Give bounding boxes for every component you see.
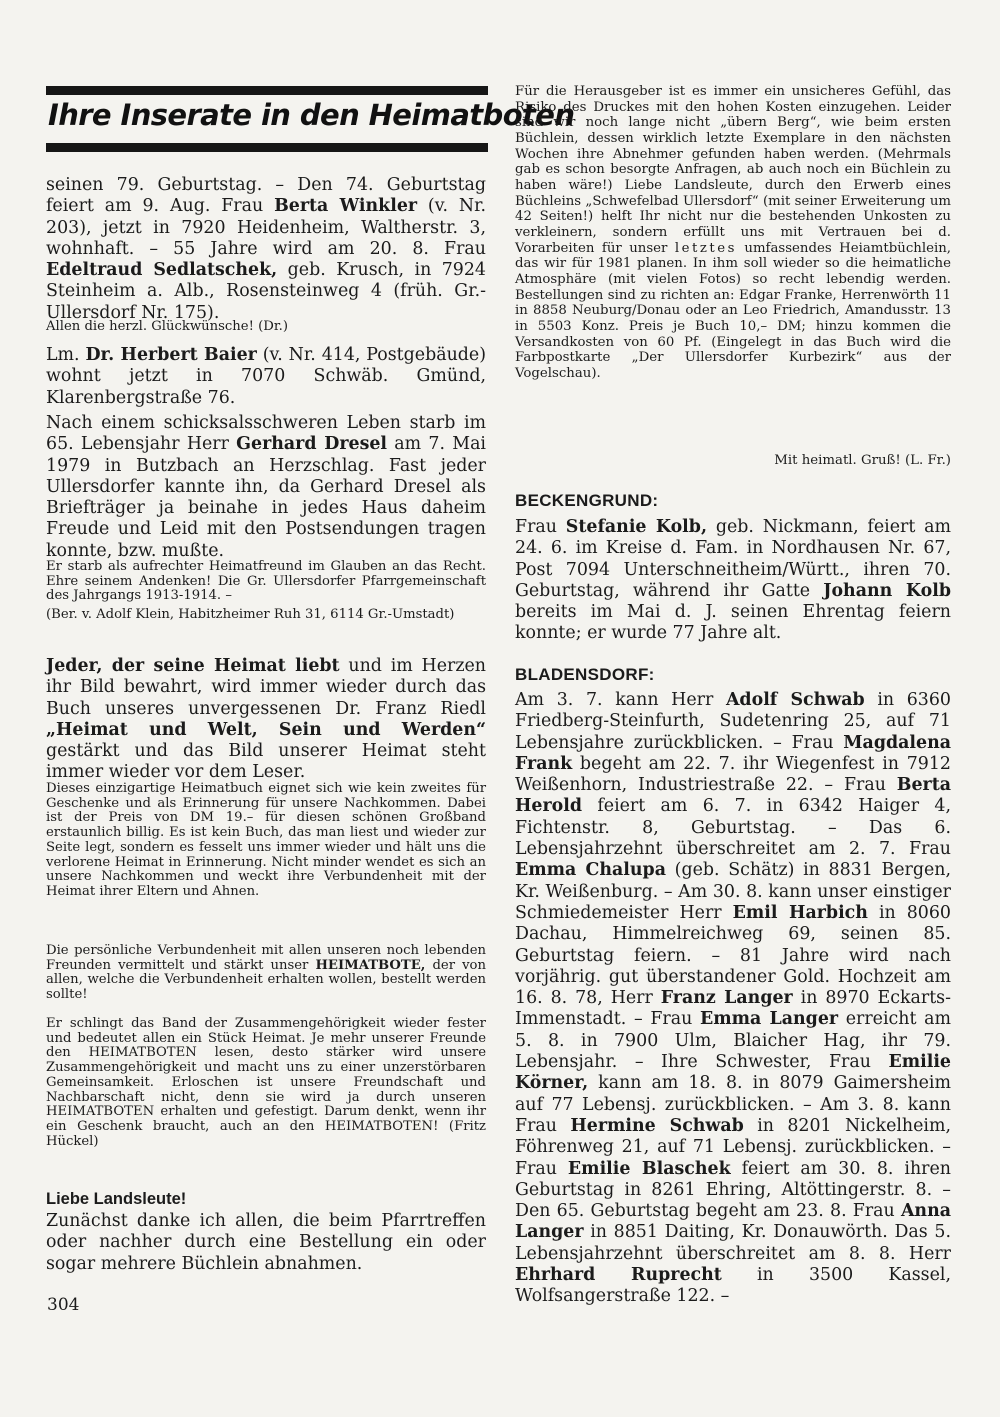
text: Lm. (46, 345, 86, 365)
text: Für die Herausgeber ist es immer ein unsicheres Gefühl, das Risiko des Druckes mit den hohen Kosten einzugehen. Leider sind wir noch lange nicht „übern Berg“, wie beim ersten Büchlein, dessen wirklich letzte Exemplare in den nächsten Wochen ihre Abnehmer gefunden haben werden. (Mehrmals gab es schon besorgte Anfragen, ab auch noch ein Büchlein zu haben wäre!) Liebe Landsleute, durch den Erwerb eines Büchleins „Schwefelbad Ullersdorf“ (mit seiner Erweiterung um 42 Seiten!) helft Ihr nicht nur die bestehenden Unkosten zu verkleinern, sondern erfüllt uns mit Vertrauen bei d. Vorarbeiten für unser (515, 84, 951, 256)
section-heading-beckengrund: BECKENGRUND: (515, 491, 659, 510)
text: Nach einem schicksalsschweren Leben starb im 65. Lebensjahr Herr (46, 413, 486, 455)
person-name: Emma Chalupa (515, 860, 666, 881)
paragraph-address-change (46, 345, 486, 409)
text: der von allen, welche die Verbundenheit erhalten wollen, bestellt werden sollte! (46, 957, 486, 1003)
heimatbote-promo (46, 944, 486, 1003)
person-name: Emilie Körner, (515, 1052, 951, 1094)
publisher-note (515, 84, 951, 381)
text: Am 3. 7. kann Herr (515, 690, 726, 710)
paragraph-obituary (46, 413, 486, 562)
heimatbuch-description: Dieses einzigartige Heimatbuch eignet sich wie kein zweites für Geschenke und als Erinnerung für unsere Nachkommen. Dabei ist der Preis von DM 19.– für diesen schönen Großband erstaunlich billig. Es ist kein Buch, das man liest und wieder zur Seite legt, sondern es fesselt uns immer wieder und hält uns die verlorene Heimat in Erinnerung. Nicht minder wendet es sich an unsere Nachkommen und weckt ihre Verbundenheit mit der Heimat ihrer Eltern und Ahnen. (46, 781, 486, 899)
text: in 6360 Friedberg-Steinfurth, Sudetenring 25, auf 71 Lebensjahre zurückblicken. – Frau (515, 690, 951, 753)
person-name: Adolf Schwab (725, 690, 865, 710)
paragraph-birthdays (46, 175, 486, 324)
text: (geb. Schätz) in 8831 Bergen, Kr. Weißenburg. – Am 30. 8. kann unser einstiger Schmiedemeister Herr (515, 860, 952, 923)
text: in 8060 Dachau, Himmelreichweg 69, seinen 85. Geburtstag feiern. – 81 Jahre wird nach vorjährig. gut überstandener Gold. Hochzeit am 16. 8. 78, Herr (515, 902, 951, 1009)
obituary-credit: (Ber. v. Adolf Klein, Habitzheimer Ruh 31, 6114 Gr.-Umstadt) (46, 607, 455, 622)
text: gestärkt und das Bild unserer Heimat steht immer wieder vor dem Leser. (46, 741, 486, 783)
book-title: „Heimat und Welt, Sein und Werden“ (46, 719, 486, 740)
paragraph-thanks: Zunächst danke ich allen, die beim Pfarrtreffen oder nachher durch eine Bestellung ein oder sogar mehrere Büchlein abnahmen. (46, 1211, 486, 1274)
greeting-note: Allen die herzl. Glückwünsche! (Dr.) (46, 319, 289, 334)
text: feiert am 6. 7. in 6342 Haiger 4, Fichtenstr. 8, Geburtstag. – Das 6. Lebensjahrzehnt überschreitet am 2. 7. Frau (515, 796, 951, 860)
paragraph-bladensdorf (515, 690, 951, 1308)
paragraph-beckengrund (515, 517, 951, 645)
person-name: Stefanie Kolb, (565, 517, 708, 537)
person-name: Magdalena Frank (515, 732, 951, 774)
person-name: Hermine Schwab (570, 1115, 744, 1136)
text: am 7. Mai 1979 in Butzbach an Herzschlag. Fast jeder Ullersdorfer kannte ihn, da Gerhard Dresel als Briefträger ja beinahe in jedes Haus daheim Freude und Leid mit den Postsendungen tragen konnte, bzw. mußte. (46, 434, 486, 561)
person-name: Anna Langer (515, 1201, 951, 1243)
person-name: Emil Harbich (732, 902, 868, 923)
text: und im Herzen ihr Bild bewahrt, wird immer wieder durch das Buch unseres unvergessenen Dr. Franz Riedl (46, 656, 486, 719)
text: in 8851 Daiting, Kr. Donauwörth. Das 5. Lebensjahrzehnt überschreitet am 8. 8. Herr (515, 1222, 951, 1264)
person-name: Berta Herold (515, 775, 951, 817)
text: bereits im Mai d. J. seinen Ehrentag feiern konnte; er wurde 77 Jahre alt. (515, 602, 951, 644)
text: seinen 79. Geburtstag. – Den 74. Geburtstag feiert am 9. Aug. Frau (46, 175, 486, 217)
liebe-landsleute-heading: Liebe Landsleute! (46, 1190, 187, 1208)
publication-name: HEIMATBOTE, (315, 957, 426, 973)
text: geb. Nickmann, feiert am 24. 6. im Kreise d. Fam. in Nordhausen Nr. 67, Post 7094 Unterschneitheim/Württ., ihren 70. Geburtstag, während ihr Gatte (515, 517, 951, 601)
person-name: Johann Kolb (823, 580, 951, 601)
banner-rule-bottom (46, 143, 488, 152)
section-heading-bladensdorf: BLADENSDORF: (515, 665, 655, 684)
text: geb. Krusch, in 7924 Steinheim a. Alb., Rosensteinweg 4 (früh. Gr.-Ullersdorf Nr. 175). (46, 260, 486, 323)
bold-phrase: Jeder, der seine Heimat liebt (46, 656, 340, 676)
text: umfassendes Heiamtbüchlein, das wir für 1981 planen. In ihm soll wieder so die heimatliche Atmosphäre (mit vielen Fotos) so recht lebendig werden. Bestellungen sind zu richten an: Edgar Franke, Herrenwörth 11 in 8858 Neuburg/Donau oder an Leo Friedrich, Amandusstr. 13 in 5503 Konz. Preis je Buch 10,– DM; hinzu kommen die Versandkosten von 60 Pf. (Eingelegt in das Buch wird die Farbpostkarte „Der Ullersdorfer Kurbezirk“ aus der Vogelschau). (515, 240, 952, 381)
person-name: Franz Langer (660, 988, 793, 1009)
heimatbote-appeal: Er schlingt das Band der Zusammengehörigkeit wieder fester und bedeutet allen ein Stück Heimat. Je mehr unserer Freunde den HEIMATBOTEN lesen, desto stärker wird unsere Zusammengehörigkeit und macht uns zu einer unzerstörbaren Gemeinsamkeit. Erloschen ist unsere Freundschaft und Nachbarschaft nicht, denn sie wird ja durch unseren HEIMATBOTEN erhalten und gefestigt. Darum denkt, wenn ihr ein Geschenk braucht, auch an den HEIMATBOTEN! (Fritz Hückel) (46, 1016, 486, 1149)
text: feiert am 30. 8. ihren Geburtstag in 8261 Ehring, Altöttingerstr. 8. – Den 65. Geburtstag begeht am 23. 8. Frau (515, 1158, 951, 1222)
text: (v. Nr. 414, Postgebäude) wohnt jetzt in 7070 Schwäb. Gmünd, Klarenbergstraße 76. (46, 345, 487, 408)
text: (v. Nr. 203), jetzt in 7920 Heidenheim, Waltherstr. 3, wohnhaft. – 55 Jahre wird am 20. 8. Frau (46, 196, 487, 259)
text: in 3500 Kassel, Wolfsangerstraße 122. – (515, 1265, 951, 1307)
person-name: Berta Winkler (274, 196, 418, 217)
person-name: Edeltraud Sedlatschek, (46, 260, 278, 281)
page-number: 304 (47, 1295, 80, 1315)
person-name: Gerhard Dresel (236, 434, 388, 455)
spaced-word: letztes (674, 240, 737, 256)
text: Die persönliche Verbundenheit mit allen unseren noch lebenden Freunden vermittelt und stärkt unser (46, 943, 486, 973)
person-name: Ehrhard Ruprecht (515, 1265, 722, 1286)
text: erreicht am 5. 8. in 7900 Ulm, Blaicher Hag, ihr 79. Lebensjahr. – Ihre Schwester, Frau (515, 1009, 951, 1073)
text: Frau (515, 517, 566, 537)
obituary-note: Er starb als aufrechter Heimatfreund im Glauben an das Recht. Ehre seinem Andenken! Die Gr. Ullersdorfer Pfarrgemeinschaft des Jahrgangs 1913-1914. – (46, 559, 486, 604)
person-name: Emma Langer (699, 1009, 839, 1030)
text: kann am 18. 8. in 8079 Gaimersheim auf 77 Lebensj. zurückblicken. – Am 3. 8. kann Frau (515, 1073, 951, 1136)
publisher-signature: Mit heimatl. Gruß! (L. Fr.) (774, 453, 951, 468)
banner-title: Ihre Inserate in den Heimatboten (48, 98, 575, 132)
person-name: Emilie Blaschek (567, 1158, 731, 1179)
paragraph-heimatbuch (46, 656, 486, 784)
text: in 8970 Eckarts-Immenstadt. – Frau (515, 988, 951, 1030)
banner-rule-top (46, 86, 488, 95)
text: begeht am 22. 7. ihr Wiegenfest in 7912 Weißenhorn, Industriestraße 22. – Frau (515, 753, 951, 796)
person-name: Dr. Herbert Baier (85, 345, 257, 365)
text: in 8201 Nickelheim, Föhrenweg 21, auf 71 Lebensj. zurückblicken. – Frau (515, 1115, 951, 1179)
